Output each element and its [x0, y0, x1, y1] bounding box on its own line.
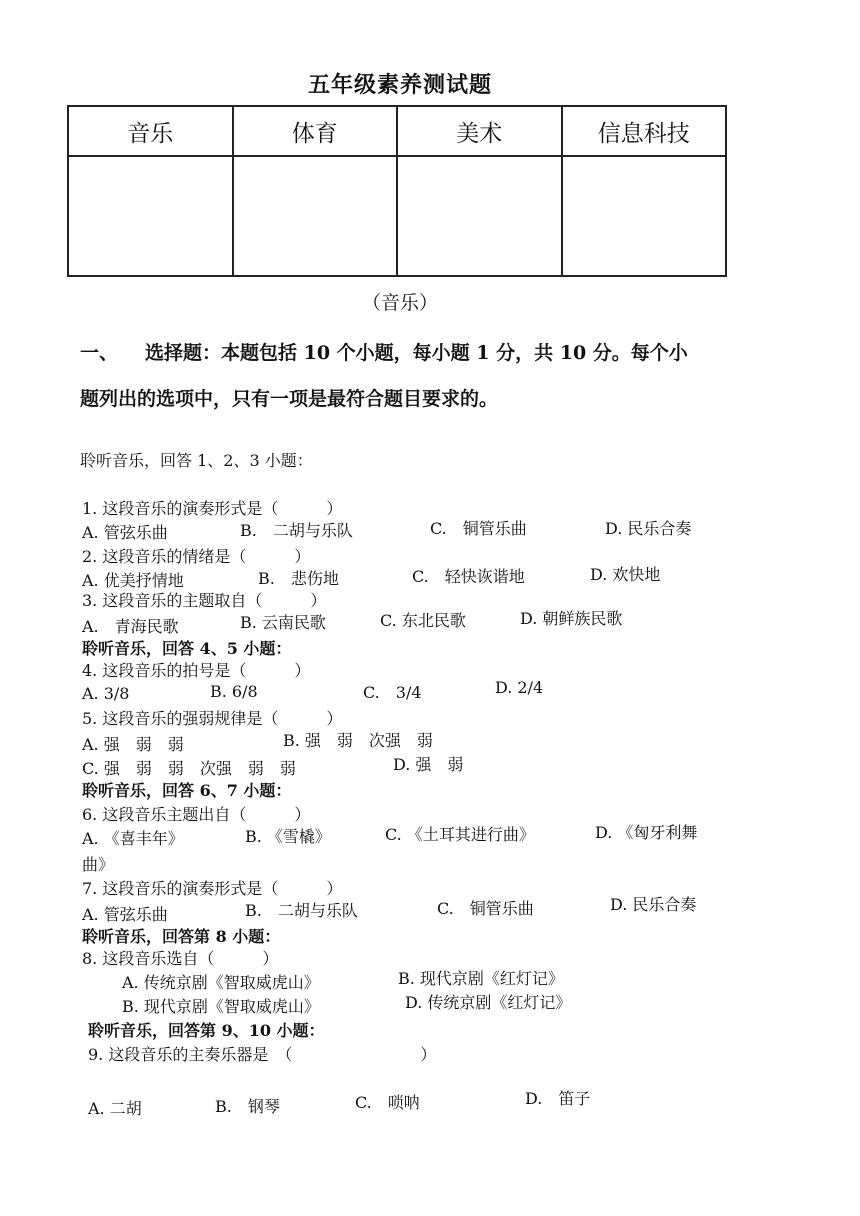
option-c: C. 3/4 [363, 683, 422, 702]
page-title: 五年级素养测试题 [307, 72, 492, 98]
option-d-continued: 曲》 [82, 855, 115, 874]
score-cell-pe [233, 156, 398, 276]
question-stem: 2. 这段音乐的情绪是（ ） [82, 547, 311, 566]
subject-music: 音乐 [68, 106, 233, 156]
option-b: B. 强 弱 次强 弱 [283, 731, 433, 750]
option-c: C. 东北民歌 [380, 611, 466, 630]
question-stem: 8. 这段音乐选自（ ） [82, 949, 279, 968]
section-subtitle: （音乐） [361, 292, 438, 314]
option-c: C. 铜管乐曲 [437, 899, 534, 918]
group-instruction: 聆听音乐，回答第 9、10 小题： [88, 1021, 325, 1040]
question-stem: 9. 这段音乐的主奏乐器是 （ ） [88, 1045, 437, 1064]
score-cell-music [68, 156, 233, 276]
section-heading-line2: 题列出的选项中，只有一项是最符合题目要求的。 [80, 388, 499, 410]
score-table-header-row [68, 106, 726, 156]
question-stem: 1. 这段音乐的演奏形式是（ ） [82, 499, 343, 518]
option-a: A. 3/8 [82, 684, 130, 703]
option-a: A. 优美抒情地 [82, 571, 184, 590]
option-d: D. 笛子 [525, 1089, 591, 1108]
option-c: B. 现代京剧《智取威虎山》 [122, 997, 320, 1016]
section-number: 一、 [80, 342, 119, 364]
option-c: C. 铜管乐曲 [430, 519, 527, 538]
option-d: D. 民乐合奏 [610, 895, 697, 914]
option-d: D. 《匈牙利舞 [595, 823, 698, 842]
group-instruction: 聆听音乐，回答 1、2、3 小题： [80, 451, 313, 470]
group-instruction: 聆听音乐，回答第 8 小题： [82, 927, 281, 946]
score-cell-it [562, 156, 727, 276]
option-a: A. 管弦乐曲 [82, 523, 168, 542]
option-c: C. 唢呐 [355, 1093, 420, 1112]
option-b: B. 二胡与乐队 [245, 901, 358, 920]
section-heading-line1: 选择题：本题包括 10 个小题，每小题 1 分，共 10 分。每个小 [145, 342, 688, 364]
question-stem: 6. 这段音乐主题出自（ ） [82, 805, 311, 824]
subject-art: 美术 [397, 106, 562, 156]
option-b: B. 《雪橇》 [245, 827, 331, 846]
option-a: A. 强 弱 弱 [82, 735, 184, 754]
option-b: B. 钢琴 [215, 1097, 280, 1116]
option-c: C. 强 弱 弱 次强 弱 弱 [82, 759, 296, 778]
group-instruction: 聆听音乐，回答 6、7 小题： [82, 781, 292, 800]
option-b: B. 云南民歌 [240, 613, 326, 632]
option-a: A. 管弦乐曲 [82, 905, 168, 924]
option-d: D. 朝鲜族民歌 [520, 609, 623, 628]
option-c: C. 轻快诙谐地 [412, 567, 525, 586]
option-a: A. 青海民歌 [82, 617, 179, 636]
option-b: B. 6/8 [210, 682, 258, 701]
score-table [67, 105, 727, 277]
subject-pe: 体育 [233, 106, 398, 156]
option-d: D. 强 弱 [393, 755, 464, 774]
question-stem: 7. 这段音乐的演奏形式是（ ） [82, 879, 343, 898]
option-b: B. 现代京剧《红灯记》 [398, 969, 564, 988]
option-b: B. 二胡与乐队 [240, 521, 353, 540]
option-a: A. 传统京剧《智取威虎山》 [122, 973, 320, 992]
score-table-blank-row [68, 156, 726, 276]
option-d: D. 2/4 [495, 678, 544, 697]
option-d: D. 传统京剧《红灯记》 [405, 993, 572, 1012]
option-c: C. 《土耳其进行曲》 [385, 825, 535, 844]
option-a: A. 二胡 [88, 1099, 142, 1118]
score-cell-art [397, 156, 562, 276]
option-d: D. 民乐合奏 [605, 519, 692, 538]
subject-it: 信息科技 [562, 106, 727, 156]
option-a: A. 《喜丰年》 [82, 829, 184, 848]
group-instruction: 聆听音乐，回答 4、5 小题： [82, 639, 292, 658]
question-stem: 3. 这段音乐的主题取自（ ） [82, 591, 327, 610]
option-b: B. 悲伤地 [258, 569, 339, 588]
question-stem: 5. 这段音乐的强弱规律是（ ） [82, 709, 343, 728]
option-d: D. 欢快地 [590, 565, 661, 584]
question-stem: 4. 这段音乐的拍号是（ ） [82, 661, 311, 680]
